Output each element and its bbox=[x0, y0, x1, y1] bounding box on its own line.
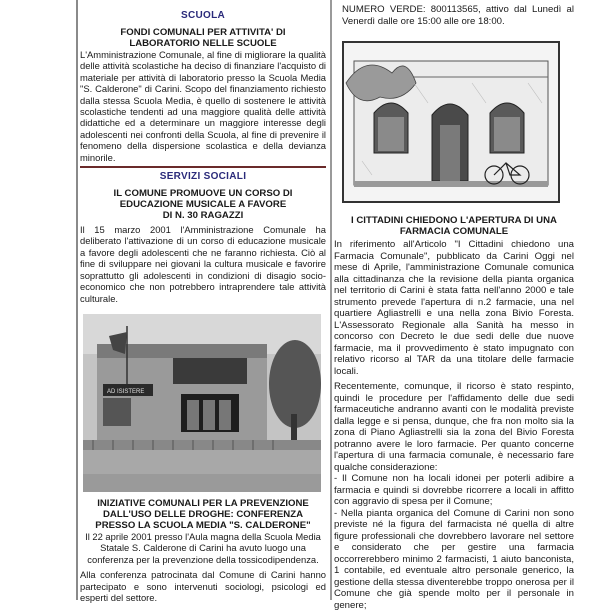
headline-droghe-line3: PRESSO LA SCUOLA MEDIA "S. CALDERONE" bbox=[80, 520, 326, 531]
article-farmacia-bullet2: - Nella pianta organica del Comune di Carini non sono previste né la figura del farmacista né quella di altre figure professionali che dovrebbero lavorare nel settore e considerato che per gestire una farmacia occorrerebbero minimo 2 farmacisti, 1 aiuto banconista, 1 contabile, ed eventuale altro personale generico, la gestione della stessa diventerebbe troppo onerosa per il Comune che già spende molto per il personale in genere; bbox=[334, 508, 574, 611]
right-column bbox=[334, 0, 574, 600]
headline-farmacia-line2: FARMACIA COMUNALE bbox=[334, 226, 574, 237]
article-farmacia-bullet1: - Il Comune non ha locali idonei per poterli adibire a farmacia e quindi si dovrebbe ricorrere a locali in affitto con aggravio di spesa per il Comune; bbox=[334, 473, 574, 508]
headline-fondi-line2: LABORATORIO NELLE SCUOLE bbox=[80, 38, 326, 49]
numero-verde-text: NUMERO VERDE: 800113565, attivo dal Lunedì al Venerdì dalle ore 15:00 alle ore 18:00. bbox=[334, 4, 574, 27]
article-musica-body: Il 15 marzo 2001 l'Amministrazione Comunale ha deliberato l'attivazione di un corso di educazione musicale a favore degli adolescenti che ne faranno richiesta. Ciò al fine di sviluppare nei giovani la cultura musicale e favorire soprattutto gli adolescenti in condizioni di disagio socio-economico che non potrebbero intraprendere tale attività culturale. bbox=[80, 224, 326, 304]
section-title-servizi-sociali: SERVIZI SOCIALI bbox=[80, 171, 326, 182]
headline-musica-line3: DI N. 30 RAGAZZI bbox=[80, 210, 326, 221]
headline-droghe-line2: DALL'USO DELLE DROGHE: CONFERENZA bbox=[80, 509, 326, 520]
article-farmacia-body1: In riferimento all'Articolo "I Cittadini chiedono una Farmacia Comunale", pubblicato da Carini Oggi nel mese di Aprile, l'amministrazione Comunale comunica alla cittadinanza che la revisione della pianta organica nel territorio di Carini è stata fatta nell'anno 2000 e tale strumento prevede l'apertura di n.2 farmacie, una nel quartiere Agliastrelli e una nella zona Bivio Foresta. L'Assessorato Regionale alla Sanità ha messo in concorso con Decreto le due sedi delle due nuove farmacie, ma il provvedimento è stato impugnato con relativo ricorso al TAR da una titolare delle farmacie locali. bbox=[334, 239, 574, 377]
photo-sign-text: AD ISISTERE bbox=[107, 389, 144, 395]
section-title-scuola: SCUOLA bbox=[80, 10, 326, 21]
headline-farmacia-line1: I CITTADINI CHIEDONO L'APERTURA DI UNA bbox=[334, 215, 574, 226]
column-divider bbox=[330, 0, 332, 600]
section-divider bbox=[80, 166, 326, 168]
school-photo-image bbox=[83, 314, 321, 492]
article-fondi-body: L'Amministrazione Comunale, al fine di migliorare la qualità delle attività scolastiche ha deciso di finanziare l'acquisto di materiale per attività di laboratorio presso la Scuola Media "S. Calderone" di Carini. Scopo del finanziamento richiesto dalla stessa Scuola Media, è quello di sostenere le attività scolastiche tendenti ad una maggiore qualità delle attività didattiche ed a determinare un maggiore interesse degli adolescenti nei confronti della Scuola, al fine di prevenire il fenomeno della dispersione scolastica e della devianza minorile. bbox=[80, 49, 326, 163]
headline-fondi-line1: FONDI COMUNALI PER ATTIVITA' DI bbox=[80, 27, 326, 38]
left-column bbox=[76, 0, 326, 600]
pharmacy-sketch bbox=[342, 41, 560, 203]
article-farmacia-body2: Recentemente, comunque, il ricorso è stato respinto, quindi le procedure per l'affidamento delle due sedi farmaceutiche andranno avanti con le modalità previste dalla legge e si pensa, dunque, che fra non molto sia la zona di Piano Agliastrelli sia la zona del Bivio Foresta potranno avere le loro farmacie. Per quanto concerne l'apertura di una farmacia comunale, è necessario fare qualche considerazione: bbox=[334, 381, 574, 473]
pharmacy-sketch-image bbox=[344, 43, 558, 201]
headline-musica-line2: EDUCAZIONE MUSICALE A FAVORE bbox=[80, 199, 326, 210]
article-droghe-body1: Il 22 aprile 2001 presso l'Aula magna della Scuola Media Statale S. Calderone di Carini ha avuto luogo una conferenza per la prevenzione della tossicodipendenza. bbox=[80, 531, 326, 565]
headline-droghe-line1: INIZIATIVE COMUNALI PER LA PREVENZIONE bbox=[80, 498, 326, 509]
article-droghe-body2: Alla conferenza patrocinata dal Comune di Carini hanno partecipato e sono intervenuti sociologi, psicologi ed esperti del settore. bbox=[80, 569, 326, 603]
headline-musica-line1: IL COMUNE PROMUOVE UN CORSO DI bbox=[80, 188, 326, 199]
school-photo bbox=[83, 314, 321, 492]
